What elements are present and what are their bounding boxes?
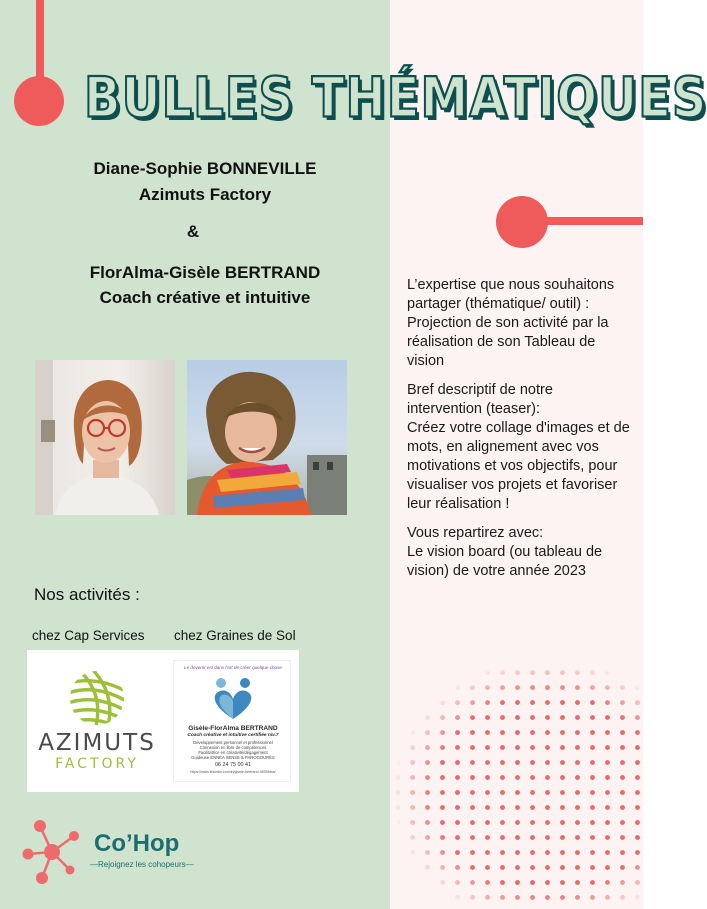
teaser-line: Bref descriptif de notre: [407, 382, 553, 398]
place-graines-de-sol: chez Graines de Sol: [174, 628, 296, 643]
cohop-logo: [18, 818, 218, 888]
person2-role: Coach créative et intuitive: [99, 288, 311, 307]
teaser-line: visualiser vos projets et favoriser: [407, 477, 618, 493]
azimuts-logo: [35, 664, 155, 782]
bertrand-card: [173, 660, 291, 782]
expertise-line: partager (thématique/ outil) :: [407, 296, 590, 312]
card-name: Gisèle-FlorAlma BERTRAND: [188, 725, 278, 732]
card-phone: 06 24 75 00 41: [215, 762, 251, 768]
card-line: Connexion en libre de compétences: [199, 745, 267, 750]
activities-heading: Nos activités :: [34, 585, 140, 604]
card-line: Facilitatrice en créativité/dégagement: [198, 750, 268, 755]
photo-floralma-gisele: [187, 360, 347, 515]
takeaway-line: Le vision board (ou tableau de: [407, 544, 603, 560]
right-pin-stick: [540, 217, 643, 225]
teaser-line: leur réalisation !: [407, 496, 510, 512]
teaser-line: Créez votre collage d'images et de: [407, 420, 630, 436]
place-cap-services: chez Cap Services: [32, 628, 145, 643]
top-pin-ball: [14, 76, 64, 126]
person1-company: Azimuts Factory: [138, 185, 272, 204]
card-line: Guideuse ENNÉA SENSE & PAROGOURÉS: [191, 755, 275, 760]
dot-pattern: [300, 620, 643, 909]
heart-figures-icon: [174, 675, 292, 725]
person1-name: Diane-Sophie BONNEVILLE: [93, 159, 317, 178]
page-title: BULLES THÉMATIQUES: [84, 66, 707, 131]
azimuts-word: AZIMUTS: [38, 730, 156, 756]
expertise-text: [407, 276, 639, 591]
takeaway-line: vision) de votre année 2023: [407, 563, 586, 579]
photo-diane-sophie: [35, 360, 175, 515]
partner-logos: [27, 650, 299, 792]
teaser-line: motivations et vos objectifs, pour: [407, 458, 618, 474]
expertise-line: Projection de son activité par la: [407, 315, 609, 331]
teaser-line: mots, en alignement avec vos: [407, 439, 599, 455]
ampersand: &: [186, 222, 200, 241]
teaser-line: intervention (teaser):: [407, 401, 540, 417]
network-nodes-icon: [18, 818, 88, 888]
factory-word: FACTORY: [55, 756, 139, 772]
right-pin-ball: [496, 196, 548, 248]
expertise-line: réalisation de son Tableau de: [407, 334, 596, 350]
cohop-tagline: —Rejoignez les cohopeurs—: [90, 860, 194, 869]
azimuts-globe-icon: [35, 664, 155, 734]
expertise-line: L’expertise que nous souhaitons: [407, 277, 615, 293]
takeaway-line: Vous repartirez avec:: [407, 525, 544, 541]
card-role: Coach créative et intuitive certifiée niv.7: [187, 733, 279, 738]
card-url: https://www.linkedin.com/in/gisele-bertrand-9835fdba/: [190, 770, 276, 774]
card-line: Développement personnel et professionnel: [193, 740, 273, 745]
person2-name: FlorAlma-Gisèle BERTRAND: [89, 263, 321, 282]
cohop-name: Co’Hop: [94, 830, 180, 857]
card-arc-text: Le devenir est dans l'art de créer quelque chose: [184, 665, 282, 670]
expertise-line: vision: [407, 353, 445, 369]
